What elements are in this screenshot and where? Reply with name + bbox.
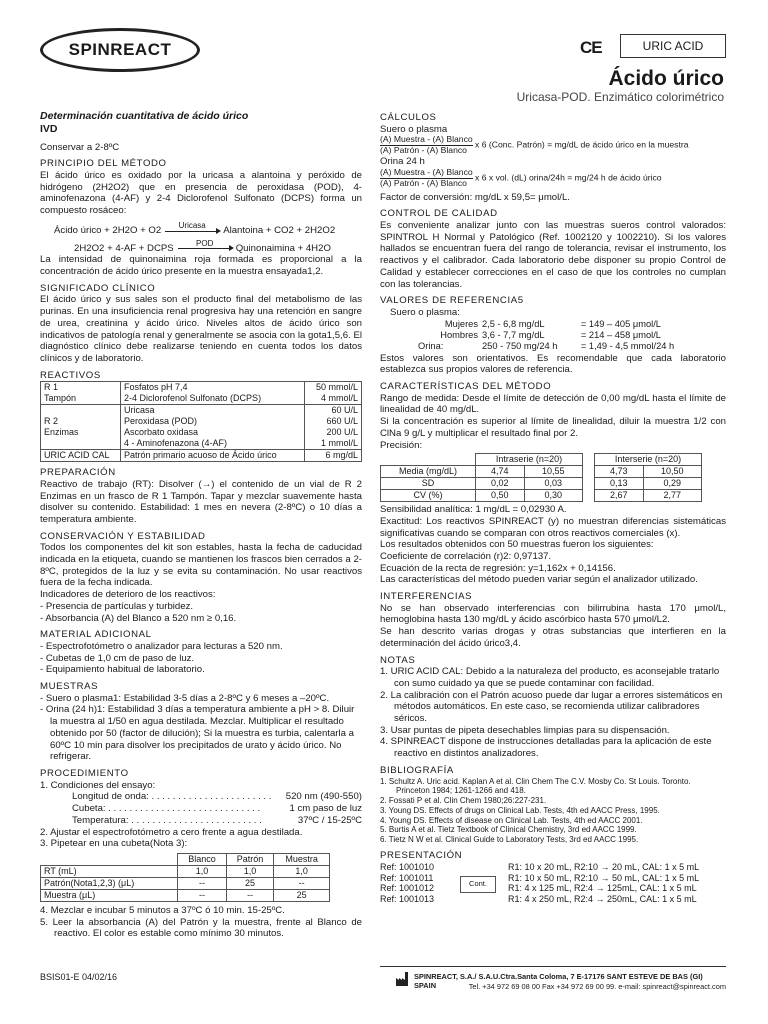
principio-text-2: La intensidad de quinonaimina roja formada es proporcional a la concentración de ácido úrico presente en la muestra ensayada1,2. <box>40 254 362 278</box>
biblio-item: 6. Tietz N W et al. Clinical Guide to Laboratory Tests, 3rd ed AACC 1995. <box>380 835 639 845</box>
nota-item: 3. Usar puntas de pipeta desechables limpias para su dispensación. <box>380 724 670 736</box>
presentation-row <box>380 894 726 905</box>
presentation-content: R1: 4 x 250 mL, R2:4 → 250mL, CAL: 1 x 5 mL <box>508 894 697 905</box>
calc2-denominator: (A) Patrón - (A) Blanco <box>380 177 467 188</box>
conservacion-heading: CONSERVACIÓN Y ESTABILIDAD <box>40 530 206 542</box>
reactivo-row <box>41 450 362 462</box>
precision-cell: 2,77 <box>643 490 701 502</box>
precision-cell: SD <box>381 478 476 490</box>
presentation-ref: Ref: 1001012 <box>380 883 435 894</box>
condition-value: 37ºC / 15-25ºC <box>297 814 362 826</box>
interf-heading: INTERFERENCIAS <box>380 591 473 603</box>
page-title: Ácido úrico <box>608 67 724 90</box>
valores-cell: 2,5 - 6,8 mg/dL <box>482 318 545 329</box>
valores-table <box>380 319 700 353</box>
reaction-1 <box>54 221 362 237</box>
reactivo-concentration: 50 mmol/L <box>305 382 362 393</box>
presentation-row <box>380 883 726 894</box>
doc-title: Determinación cuantitativa de ácido úrico <box>40 110 249 122</box>
company-line-1: SPINREACT, S.A./ S.A.U.Ctra.Santa Coloma, 7 E-17176 SANT ESTEVE DE BAS (GI) SPAIN <box>414 972 703 991</box>
reactivo-concentration: 4 mmol/L <box>305 393 362 404</box>
precision-header-cell: Interserie (n=20) <box>594 454 701 466</box>
valores-cell: Mujeres <box>444 318 478 329</box>
precision-cell: 0,29 <box>643 478 701 490</box>
principio-text: El ácido úrico es oxidado por la uricasa a alantoina y peróxido de hidrógeno (2H2O2) que en presencia de peroxidasa (POD), 4-aminofenazona (4-AF) y 2-4 Diclorofenol Sulfonato (DCPS) forma un compuesto rosáceo: <box>40 170 362 217</box>
exactitud-text: Exactitud: Los reactivos SPINREACT (y) no muestran diferencias sistemáticas significativas cuando se comparan con otros reactivos comerciales (x). <box>380 515 726 539</box>
presentation-ref: Ref: 1001010 <box>380 861 435 872</box>
presentation-ref: Ref: 1001013 <box>380 894 435 905</box>
biblio-heading: BIBLIOGRAFÍA <box>380 764 454 776</box>
calc2-fraction <box>380 168 473 189</box>
biblio-list <box>380 777 726 845</box>
presentation-row <box>380 862 726 873</box>
valores-cell: = 1,49 - 4,5 mmol/24 h <box>580 341 675 352</box>
material-list <box>40 641 362 676</box>
eq2-right: Quinonaimina + 4H2O <box>235 242 331 254</box>
proc-step-5: 5. Leer la absorbancia (A) del Patrón y la muestra, frente al Blanco de reactivo. El color es estable como mínimo 30 minutos. <box>40 916 362 940</box>
reactivos-heading: REACTIVOS <box>40 369 101 381</box>
reactivo-name: R 2 Enzimas <box>41 405 121 450</box>
calc1-numerator: (A) Muestra - (A) Blanco <box>380 134 473 145</box>
valores-cell: 3,6 - 7,7 mg/dL <box>482 329 545 340</box>
preparacion-text: Reactivo de trabajo (RT): Disolver (→) el contenido de un vial de R 2 Enzimas en un frasco de R 1 Tampón. Tapar y mezclar suavemente hasta disolver su contenido. Estabilidad: 1 mes en nevera (2-8ºC) o 10 días a temperatura ambiente. <box>40 478 362 525</box>
valores-heading: VALORES DE REFERENCIA5 <box>380 295 524 307</box>
footer-rule <box>380 966 726 967</box>
pipetting-header-cell <box>41 853 178 865</box>
pipetting-cell: 25 <box>226 877 273 889</box>
muestras-list <box>40 693 362 763</box>
precision-gap <box>582 466 594 478</box>
valores-cell: Orina: <box>418 341 444 352</box>
calc1-denominator: (A) Patrón - (A) Blanco <box>380 145 467 156</box>
conversion-factor: Factor de conversión: mg/dL x 59,5= μmol/L. <box>380 191 570 203</box>
precision-table <box>380 453 702 502</box>
reactivo-concentration: 1 mmol/L <box>305 438 362 449</box>
reactivo-name: URIC ACID CAL <box>41 450 121 462</box>
valores-cell: Hombres <box>440 329 478 340</box>
reactivo-component: Patrón primario acuoso de Ácido úrico <box>121 450 305 462</box>
valores-row <box>380 319 700 330</box>
pipetting-cell: 25 <box>274 889 330 901</box>
biblio-item: 2. Fossati P et al. Clin Chem 1980;26:227-231. <box>380 796 547 806</box>
condition-value: 1 cm paso de luz <box>289 803 362 815</box>
calc1-fraction <box>380 135 473 156</box>
caract-heading: CARACTERÍSTICAS DEL MÉTODO <box>380 381 552 393</box>
condition-label: Longitud de onda: . . . . . . . . . . . . . . . . . . . . . . . <box>72 791 272 803</box>
proc-step-1: 1. Condiciones del ensayo: <box>40 779 156 791</box>
calc2-result: x 6 x vol. (dL) orina/24h = mg/24 h de ácido úrico <box>475 172 662 183</box>
regression-text: Ecuación de la recta de regresión: y=1,162x + 0,14156. <box>380 562 616 574</box>
precision-header-row <box>381 454 702 466</box>
reactivo-component: 4 - Aminofenazona (4-AF) <box>121 438 305 449</box>
precision-cell: 4,74 <box>475 466 524 478</box>
principio-heading: PRINCIPIO DEL MÉTODO <box>40 158 167 170</box>
pipetting-cell: 1,0 <box>178 865 227 877</box>
nota-item: 2. La calibración con el Patrón acuoso puede dar lugar a errores sistemáticos en métodos automáticos. En este caso, se recomienda utilizar calibradores séricos. <box>380 689 723 725</box>
eq2-arrow <box>178 239 232 250</box>
pipetting-cell: Patrón(Nota1,2,3) (μL) <box>41 877 178 889</box>
correlation-text: Coeficiente de correlación (r)2: 0,97137. <box>380 550 552 562</box>
pipetting-header-cell: Blanco <box>178 853 227 865</box>
precision-cell: 10,50 <box>643 466 701 478</box>
eq2-enzyme: POD <box>196 238 214 248</box>
presentation-content: R1: 10 x 50 mL, R2:10 → 50 mL, CAL: 1 x 5 mL <box>508 872 700 883</box>
reactivos-table <box>40 381 362 462</box>
pipetting-row <box>41 889 330 901</box>
precision-cell: 2,67 <box>594 490 643 502</box>
right-column <box>380 110 726 905</box>
precision-cell: Media (mg/dL) <box>381 466 476 478</box>
significado-heading: SIGNIFICADO CLÍNICO <box>40 282 156 294</box>
valores-cell: = 214 – 458 μmol/L <box>580 329 661 340</box>
muestras-item: - Orina (24 h)1: Estabilidad 3 días a temperatura ambiente a pH > 8. Diluir la muestra al 1/50 en agua destilada. Mezclar. Multiplicar el resultado obtenido por 50 (factor de dilución); Si la muestra es turbia, calentarla a 60ºC 10 min para disolver los precipitados de urato y ácido úrico. No refrigerar. <box>40 704 355 763</box>
precision-header-cell <box>582 454 594 466</box>
deterioro-item: - Absorbancia (A) del Blanco a 520 nm ≥ 0,16. <box>40 612 237 624</box>
precision-cell: 4,73 <box>594 466 643 478</box>
eq1-arrow <box>165 221 219 232</box>
material-item: - Espectrofotómetro o analizador para lecturas a 520 nm. <box>40 640 283 652</box>
reaction-2 <box>74 239 362 255</box>
control-heading: CONTROL DE CALIDAD <box>380 208 498 220</box>
significado-text: El ácido úrico y sus sales son el producto final del metabolismo de las purinas. En una insuficiencia renal progresiva hay una retención en sangre de urea, creatinina y ácido úrico. Niveles altos de ácido úrico son indicativos de patología renal y generalmente se asocia con la gota1,5,6. El diagnóstico clínico debe realizarse teniendo en cuenta todos los datos clínicos y de laboratorio. <box>40 294 362 364</box>
pipetting-cell: -- <box>178 877 227 889</box>
calculos-heading: CÁLCULOS <box>380 112 437 123</box>
interf-text-2: Se han descrito varias drogas y otras substancias que interfieren en la determinación del ácido úrico3,4. <box>380 626 726 649</box>
precision-row <box>381 490 702 502</box>
precision-row <box>381 466 702 478</box>
precision-gap <box>582 478 594 490</box>
reactivo-concentration: 200 U/L <box>305 427 362 438</box>
condition-row <box>72 803 362 815</box>
proc-step-2: 2. Ajustar el espectrofotómetro a cero frente a agua destilada. <box>40 826 303 838</box>
cont-label: Cont. <box>460 876 496 893</box>
deterioro-list <box>40 601 362 624</box>
caract-dilution-text: Si la concentración es superior al límite de linealidad, diluir la muestra 1/2 con ClNa 9 g/L y multiplicar el resultado final por 2. <box>380 416 726 439</box>
presentation-row <box>380 873 726 884</box>
pipetting-row <box>41 865 330 877</box>
material-item: - Equipamiento habitual de laboratorio. <box>40 664 205 676</box>
biblio-item: 5. Burtis A et al. Tietz Textbook of Clinical Chemistry, 3rd ed AACC 1999. <box>380 825 637 835</box>
product-code-box: URIC ACID <box>620 34 726 58</box>
caract-range-text: Rango de medida: Desde el límite de detección de 0,00 mg/dL hasta el límite de linealidad de 40 mg/dL. <box>380 392 726 416</box>
reactivo-component: Peroxidasa (POD) <box>121 416 305 427</box>
deterioro-item: - Presencia de partículas y turbidez. <box>40 600 194 612</box>
nota-item: 4. SPINREACT dispone de instrucciones detalladas para la aplicación de este reactivo en distintos analizadores. <box>380 736 712 760</box>
present-heading: PRESENTACIÓN <box>380 849 463 861</box>
pipetting-header-cell: Patrón <box>226 853 273 865</box>
precision-label: Precisión: <box>380 439 423 451</box>
spinreact-logo <box>40 28 200 72</box>
calc1-result: x 6 (Conc. Patrón) = mg/dL de ácido úrico en la muestra <box>475 140 689 151</box>
valores-text: Estos valores son orientativos. Es recomendable que cada laboratorio establezca sus propios valores de referencia. <box>380 352 726 376</box>
pipetting-cell: 1,0 <box>226 865 273 877</box>
orina-label: Orina 24 h <box>380 156 425 168</box>
precision-cell: 0,03 <box>524 478 582 490</box>
reactivo-name: R 1 Tampón <box>41 382 121 405</box>
nota-item: 1. URIC ACID CAL: Debido a la naturaleza del producto, es aconsejable tratarlo con sumo cuidado ya que se puede contaminar con facilidad. <box>380 666 720 689</box>
pipetting-header-row <box>41 853 330 865</box>
reactivo-component: Uricasa <box>121 405 305 416</box>
pipetting-cell: -- <box>178 889 227 901</box>
interf-text-1: No se han observado interferencias con bilirrubina hasta 170 μmol/L, hemoglobina hasta 130 mg/dL y ácido ascórbico hasta 570 μmol/L2. <box>380 602 726 626</box>
pipetting-table <box>40 853 330 902</box>
doc-code: BSIS01-E 04/02/16 <box>40 972 118 982</box>
ce-mark: CE <box>580 38 602 57</box>
deterioro-intro: Indicadores de deterioro de los reactivos: <box>40 589 216 601</box>
control-text: Es conveniente analizar junto con las muestras sueros control valorados: SPINTROL H Normal y Patológico (Ref. 1002120 y 1002210). Si los valores hallados se encuentran fuera del rango de tolerancia, revisar el instrumento, los reactivos y el calibrador. Cada laboratorio debe disponer su propio Control de Calidad y establecer correcciones en el caso de que los controles no cumplan con las tolerancias. <box>380 220 726 290</box>
biblio-item: 4. Young DS. Effects of disease on Clinical Lab. Tests, 4th ed AACC 2001. <box>380 815 643 825</box>
presentation-list <box>380 862 726 906</box>
muestras-heading: MUESTRAS <box>40 681 99 693</box>
pipetting-cell: Muestra (μL) <box>41 889 178 901</box>
condition-row <box>72 815 362 827</box>
calc2-numerator: (A) Muestra - (A) Blanco <box>380 166 473 177</box>
caract-end-text: Las características del método pueden variar según el analizador utilizado. <box>380 574 698 586</box>
eq1-enzyme: Uricasa <box>178 220 206 230</box>
reactivo-concentration: 60 U/L <box>305 405 362 416</box>
material-item: - Cubetas de 1,0 cm de paso de luz. <box>40 652 195 664</box>
page-subtitle: Uricasa-POD. Enzimático colorimétrico <box>516 90 724 104</box>
reactivo-row <box>41 405 362 416</box>
presentation-content: R1: 4 x 125 mL, R2:4 → 125mL, CAL: 1 x 5 mL <box>508 883 697 894</box>
precision-cell: 0,02 <box>475 478 524 490</box>
biblio-item: 1. Schultz A. Uric acid. Kaplan A et al. Clin Chem The C.V. Mosby Co. St Louis. Toronto. Princeton 1984; 1261-1266 and 418. <box>380 776 691 796</box>
eq1-right: Alantoina + CO2 + 2H2O2 <box>223 224 336 236</box>
precision-cell: CV (%) <box>381 490 476 502</box>
conditions-list <box>40 791 362 826</box>
pipetting-header-cell: Muestra <box>274 853 330 865</box>
reactivo-component: Fosfatos pH 7,4 <box>121 382 305 393</box>
notas-heading: NOTAS <box>380 654 416 666</box>
valores-suero-label: Suero o plasma: <box>390 306 460 318</box>
pipetting-row <box>41 877 330 889</box>
condition-row <box>72 791 362 803</box>
precision-gap <box>582 490 594 502</box>
pipetting-cell: -- <box>226 889 273 901</box>
material-heading: MATERIAL ADICIONAL <box>40 629 152 641</box>
presentation-block <box>380 862 726 906</box>
condition-value: 520 nm (490-550) <box>285 791 362 803</box>
results-intro: Los resultados obtenidos con 50 muestras fueron los siguientes: <box>380 539 654 551</box>
eq1-left: Ácido úrico + 2H2O + O2 <box>54 224 162 236</box>
reactivo-component: Ascorbato oxidasa <box>121 427 305 438</box>
precision-row <box>381 478 702 490</box>
logo-text: SPINREACT <box>68 39 172 59</box>
condition-label: Temperatura: . . . . . . . . . . . . . . . . . . . . . . . . . <box>72 814 262 826</box>
preparacion-heading: PREPARACIÓN <box>40 467 116 479</box>
factory-icon <box>396 972 408 986</box>
header <box>0 0 768 110</box>
calc-formula-1 <box>380 135 726 156</box>
eq2-left: 2H2O2 + 4-AF + DCPS <box>74 242 174 254</box>
condition-label: Cubeta: . . . . . . . . . . . . . . . . . . . . . . . . . . . . . <box>72 803 261 815</box>
proc-step-4: 4. Mezclar e incubar 5 minutos a 37ºC ó 10 min. 15-25ºC. <box>40 904 285 916</box>
reactivo-row <box>41 382 362 393</box>
suero-label: Suero o plasma <box>380 123 448 135</box>
procedimiento-heading: PROCEDIMIENTO <box>40 768 129 779</box>
reactivo-component: 2-4 Diclorofenol Sulfonato (DCPS) <box>121 393 305 404</box>
reactivo-concentration: 660 U/L <box>305 416 362 427</box>
pipetting-cell: RT (mL) <box>41 865 178 877</box>
notas-list <box>380 666 726 760</box>
precision-header-cell <box>381 454 476 466</box>
presentation-content: R1: 10 x 20 mL, R2:10 → 20 mL, CAL: 1 x 5 mL <box>508 861 700 872</box>
valores-cell: 250 - 750 mg/24 h <box>482 341 558 352</box>
reactivo-concentration: 6 mg/dL <box>305 450 362 462</box>
pipetting-cell: -- <box>274 877 330 889</box>
conservacion-text: Todos los componentes del kit son estables, hasta la fecha de caducidad indicada en la etiqueta, cuando se mantienen los frascos bien cerrados a 2-8ºC, protegidos de la luz y se evita su contaminación. No usar reactivos fuera de la fecha indicada. <box>40 542 362 589</box>
left-column <box>40 110 362 940</box>
precision-cell: 0,50 <box>475 490 524 502</box>
precision-cell: 0,30 <box>524 490 582 502</box>
storage-text: Conservar a 2-8ºC <box>40 141 120 153</box>
precision-cell: 0,13 <box>594 478 643 490</box>
muestras-item: - Suero o plasma1: Estabilidad 3-5 días a 2-8ºC y 6 meses a –20ºC. <box>40 692 330 704</box>
pipetting-cell: 1,0 <box>274 865 330 877</box>
ivd-label: IVD <box>40 122 58 135</box>
sensibilidad-text: Sensibilidad analítica: 1 mg/dL = 0,02930 A. <box>380 504 567 516</box>
proc-step-3: 3. Pipetear en una cubeta(Nota 3): <box>40 838 188 850</box>
valores-row <box>380 341 700 352</box>
valores-cell: = 149 – 405 μmol/L <box>580 318 661 329</box>
biblio-item: 3. Young DS. Effects of drugs on Clinical Lab. Tests, 4th ed AACC Press, 1995. <box>380 805 660 815</box>
calc-formula-2 <box>380 168 726 189</box>
precision-header-cell: Intraserie (n=20) <box>475 454 582 466</box>
company-line-2: Tel. +34 972 69 08 00 Fax +34 972 69 00 99. e-mail: spinreact@spinreact.com <box>468 982 726 991</box>
valores-row <box>380 330 700 341</box>
presentation-ref: Ref: 1001011 <box>380 872 434 883</box>
precision-cell: 10,55 <box>524 466 582 478</box>
